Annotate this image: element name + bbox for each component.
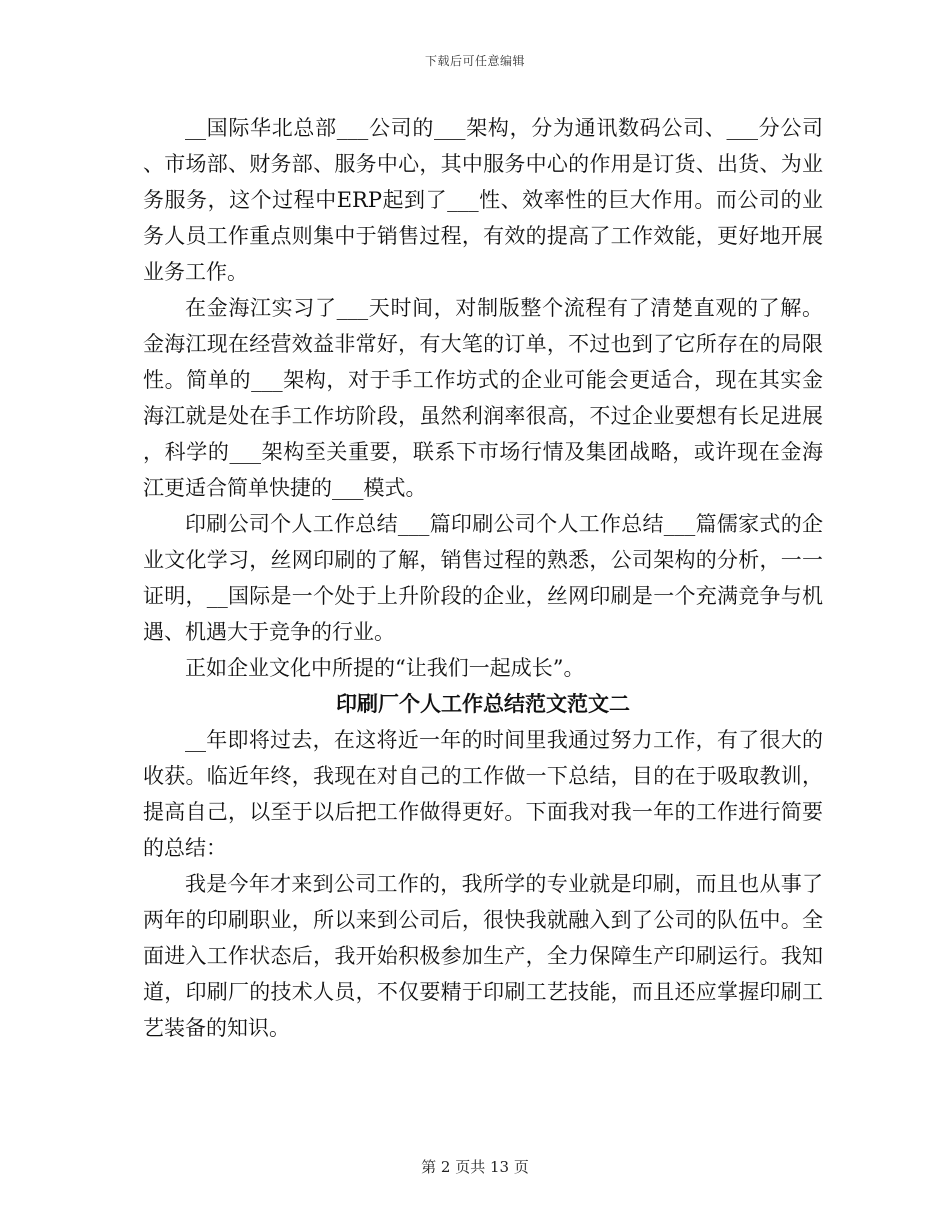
page-header: 下载后可任意编辑 [424, 54, 525, 68]
paragraph: 在金海江实习了___天时间，对制版整个流程有了清楚直观的了解。金海江现在经营效益非常好，有大笔的订单，不过也到了它所存在的局限性。简单的___架构，对于手工作坊式的企业可能会更适合，现在其实金海江就是处在手工作坊阶段，虽然利润率很高，不过企业要想有长足进展，科学的___架构至关重要，联系下市场行情及集团战略，或许现在金海江更适合简单快捷的___模式。 [143, 296, 823, 500]
paragraph: __年即将过去，在这将近一年的时间里我通过努力工作，有了很大的收获。临近年终，我现在对自己的工作做一下总结，目的在于吸取教训，提高自己，以至于以后把工作做得更好。下面我对我一年的工作进行简要的总结： [143, 728, 823, 860]
section-title: 印刷厂个人工作总结范文范文二 [336, 691, 630, 716]
paragraph: 正如企业文化中所提的“让我们一起成长”。 [185, 656, 585, 680]
paragraph: 我是今年才来到公司工作的，我所学的专业就是印刷，而且也从事了两年的印刷职业，所以来到公司后，很快我就融入到了公司的队伍中。全面进入工作状态后，我开始积极参加生产，全力保障生产印刷运行。我知道，印刷厂的技术人员，不仅要精于印刷工艺技能，而且还应掌握印刷工艺装备的知识。 [143, 872, 823, 1040]
paragraph: __国际华北总部___公司的___架构，分为通讯数码公司、___分公司、市场部、财务部、服务中心，其中服务中心的作用是订货、出货、为业务服务，这个过程中ERP起到了___性、效率性的巨大作用。而公司的业务人员工作重点则集中于销售过程，有效的提高了工作效能，更好地开展业务工作。 [143, 116, 823, 284]
page-footer: 第 2 页共 13 页 [421, 1158, 529, 1176]
document-body [143, 110, 823, 1046]
paragraph: 印刷公司个人工作总结___篇印刷公司个人工作总结___篇儒家式的企业文化学习，丝网印刷的了解，销售过程的熟悉，公司架构的分析，一一证明，__国际是一个处于上升阶段的企业，丝网印刷是一个充满竞争与机遇、机遇大于竞争的行业。 [143, 512, 823, 644]
